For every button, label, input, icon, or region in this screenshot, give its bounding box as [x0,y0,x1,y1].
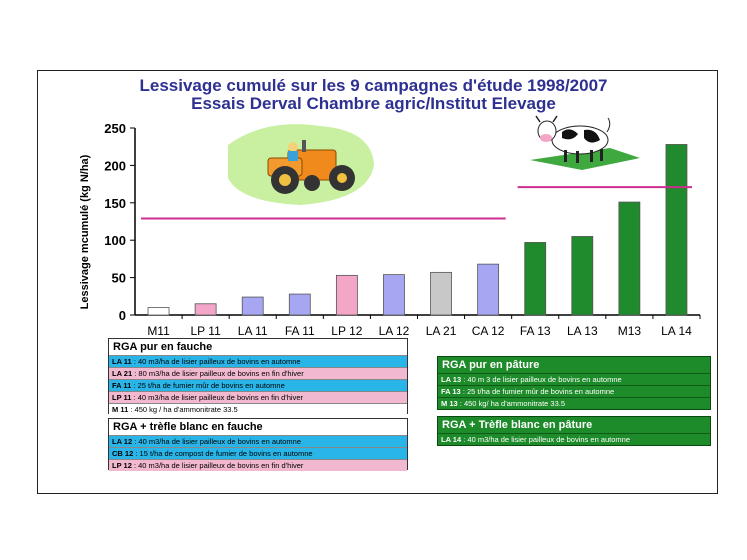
bar-m11 [148,308,169,315]
legend-row [109,435,407,447]
bar-lp12 [336,275,357,315]
legend-rows [109,355,407,415]
legend-code: LP 12 [112,461,132,470]
y-tick-label: 100 [104,233,126,249]
y-tick-label: 250 [104,121,126,136]
legend-trefle-fauche [108,418,408,470]
reference-lines [141,187,692,218]
legend-description: : 40 m3/ha de lisier pailleux de bovins en fin d'hiver [131,393,303,402]
legend-description: : 40 m 3 de lisier pailleux de bovins en automne [461,375,622,384]
legend-code: LA 11 [112,357,132,366]
legend-row [109,391,407,403]
x-tick-label: M11 [147,324,170,338]
x-tick-label: LA 13 [566,324,598,338]
legend-description: : 80 m3/ha de lisier pailleux de bovins en fin d'hiver [132,369,304,378]
legend-rga-pature [437,356,711,410]
legend-description: : 40 m3/ha de lisier pailleux de bovins en automne [132,437,302,446]
bar-la21 [431,272,452,315]
bar-fa13 [525,242,546,315]
x-tick-label: LA 14 [661,324,692,338]
legend-row [109,367,407,379]
legend-code: FA 11 [112,381,132,390]
legend-row [438,397,710,409]
legend-row [438,373,710,385]
legend-row [109,447,407,459]
bar-ca12 [478,264,499,315]
legend-rga-fauche [108,338,408,414]
legend-rows [438,433,710,445]
legend-code: CB 12 [112,449,134,458]
x-tick-label: M13 [617,324,642,338]
legend-heading: RGA pur en pâture [442,359,540,371]
bar-fa11 [289,294,310,315]
legend-description: : 15 t/ha de compost de fumier de bovins en automne [133,449,313,458]
legend-description: : 450 kg / ha d'ammonitrate 33.5 [128,405,238,414]
legend-row [109,379,407,391]
legend-heading: RGA + trèfle blanc en fauche [113,421,263,433]
legend-trefle-pature [437,416,711,446]
bar-lp11 [195,304,216,315]
legend-heading: RGA pur en fauche [113,341,213,353]
bar-la12 [383,275,404,315]
x-tick-label: LP 11 [190,324,221,338]
x-tick-label: LA 11 [237,324,268,338]
legend-row [109,403,407,415]
legend-rows [109,435,407,471]
bar-la14 [666,144,687,315]
legend-row [438,385,710,397]
bar-m13 [619,202,640,315]
tractor-illustration [228,124,374,205]
legend-code: LA 21 [112,369,133,378]
legend-description: : 40 m3/ha de lisier pailleux de bovins en automne [461,435,631,444]
legend-row [109,355,407,367]
legend-description: : 450 kg/ ha d'ammonitrate 33.5 [457,399,566,408]
legend-code: LA 14 [441,435,462,444]
legend-rows [438,373,710,409]
x-tick-label: LA 21 [425,324,457,338]
x-tick-label: LP 12 [331,324,363,338]
y-tick-label: 150 [104,195,126,211]
legend-description: : 25 t/ha de fumier mûr de bovins en automne [460,387,615,396]
y-axis-label: Lessivage mcumulé (kg N/ha) [79,154,91,310]
legend-code: M 11 [112,405,129,414]
legend-heading: RGA + Trèfle blanc en pâture [442,419,593,431]
legend-description: : 40 m3/ha de lisier pailleux de bovins en fin d'hiver [131,461,304,470]
x-tick-label: FA 13 [519,324,551,338]
x-tick-label: LA 12 [378,324,410,338]
y-tick-label: 50 [111,270,126,286]
legend-code: LP 11 [112,393,132,402]
legend-code: FA 13 [441,387,461,396]
chart-subtitle: Essais Derval Chambre agric/Institut Elevage [191,94,556,113]
legend-description: : 40 m3/ha de lisier pailleux de bovins en automne [131,357,301,366]
bar-la11 [242,297,263,315]
cow-illustration [530,116,640,170]
legend-code: M 13 [441,399,458,408]
chart-title: Lessivage cumulé sur les 9 campagnes d'étude 1998/2007 [139,76,608,95]
legend-code: LA 12 [112,437,133,446]
legend-row [438,433,710,445]
bar-la13 [572,236,593,315]
y-tick-label: 200 [104,158,126,174]
y-tick-label: 0 [118,308,126,323]
x-tick-label: CA 12 [471,324,505,338]
legend-code: LA 13 [441,375,462,384]
legend-description: : 25 t/ha de fumier mûr de bovins en automne [131,381,285,390]
legend-row [109,459,407,471]
x-tick-label: FA 11 [284,324,315,338]
